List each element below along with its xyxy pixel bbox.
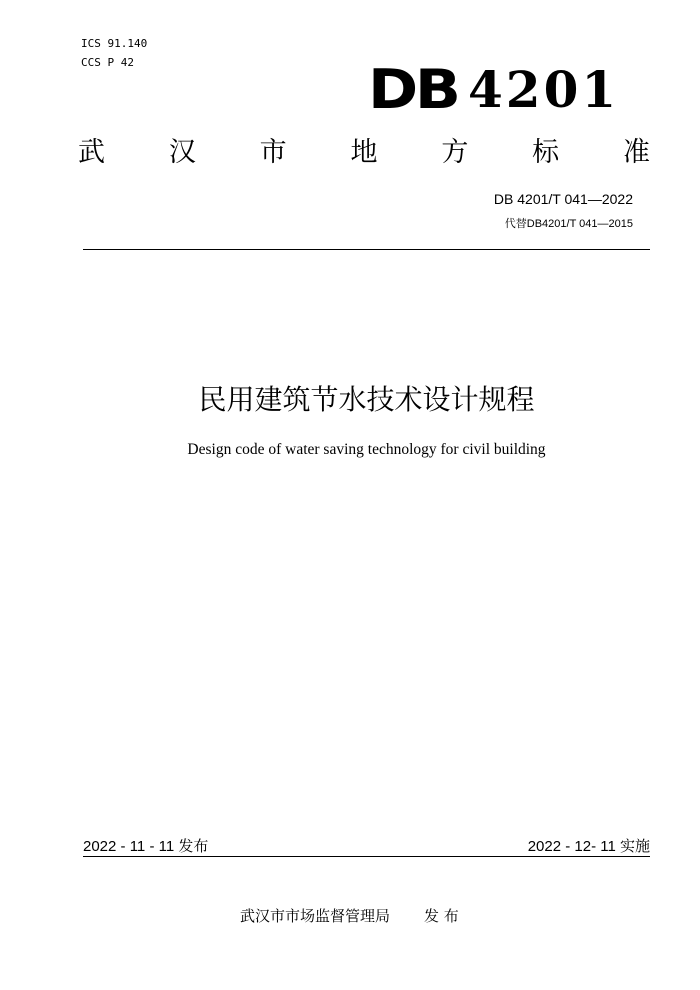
implementation-date: 2022 - 12- 11 实施	[527, 838, 650, 855]
standard-type-heading	[78, 136, 650, 170]
publisher-org: 武汉市市场监督管理局	[240, 907, 391, 925]
standard-type-char: 市	[259, 137, 287, 168]
ics-code: ICS 91.140	[81, 37, 148, 50]
document-title-chinese: 民用建筑节水技术设计规程	[198, 383, 535, 416]
db-logo-number: 4201	[467, 60, 620, 119]
standard-type-char: 地	[350, 137, 378, 168]
footer-divider	[83, 856, 650, 857]
standard-type-char: 准	[622, 137, 650, 168]
standard-type-char: 武	[78, 137, 105, 168]
standard-type-char: 汉	[168, 137, 196, 168]
classification-codes	[81, 34, 147, 72]
issue-date: 2022 - 11 - 11 发布	[83, 838, 209, 855]
db-logo-letters: DB	[368, 58, 458, 121]
db-logo	[368, 58, 620, 121]
publisher-line	[240, 905, 459, 926]
standard-type-char: 方	[441, 137, 469, 168]
document-title-english: Design code of water saving technology for civil building	[187, 441, 546, 458]
replaces-standard: 代替DB4201/T 041—2015	[504, 218, 633, 230]
publisher-action: 发 布	[424, 907, 459, 925]
standard-type-char: 标	[532, 137, 560, 168]
header-divider	[83, 249, 650, 250]
ccs-code: CCS P 42	[81, 56, 134, 69]
standard-number: DB 4201/T 041—2022	[493, 191, 633, 207]
